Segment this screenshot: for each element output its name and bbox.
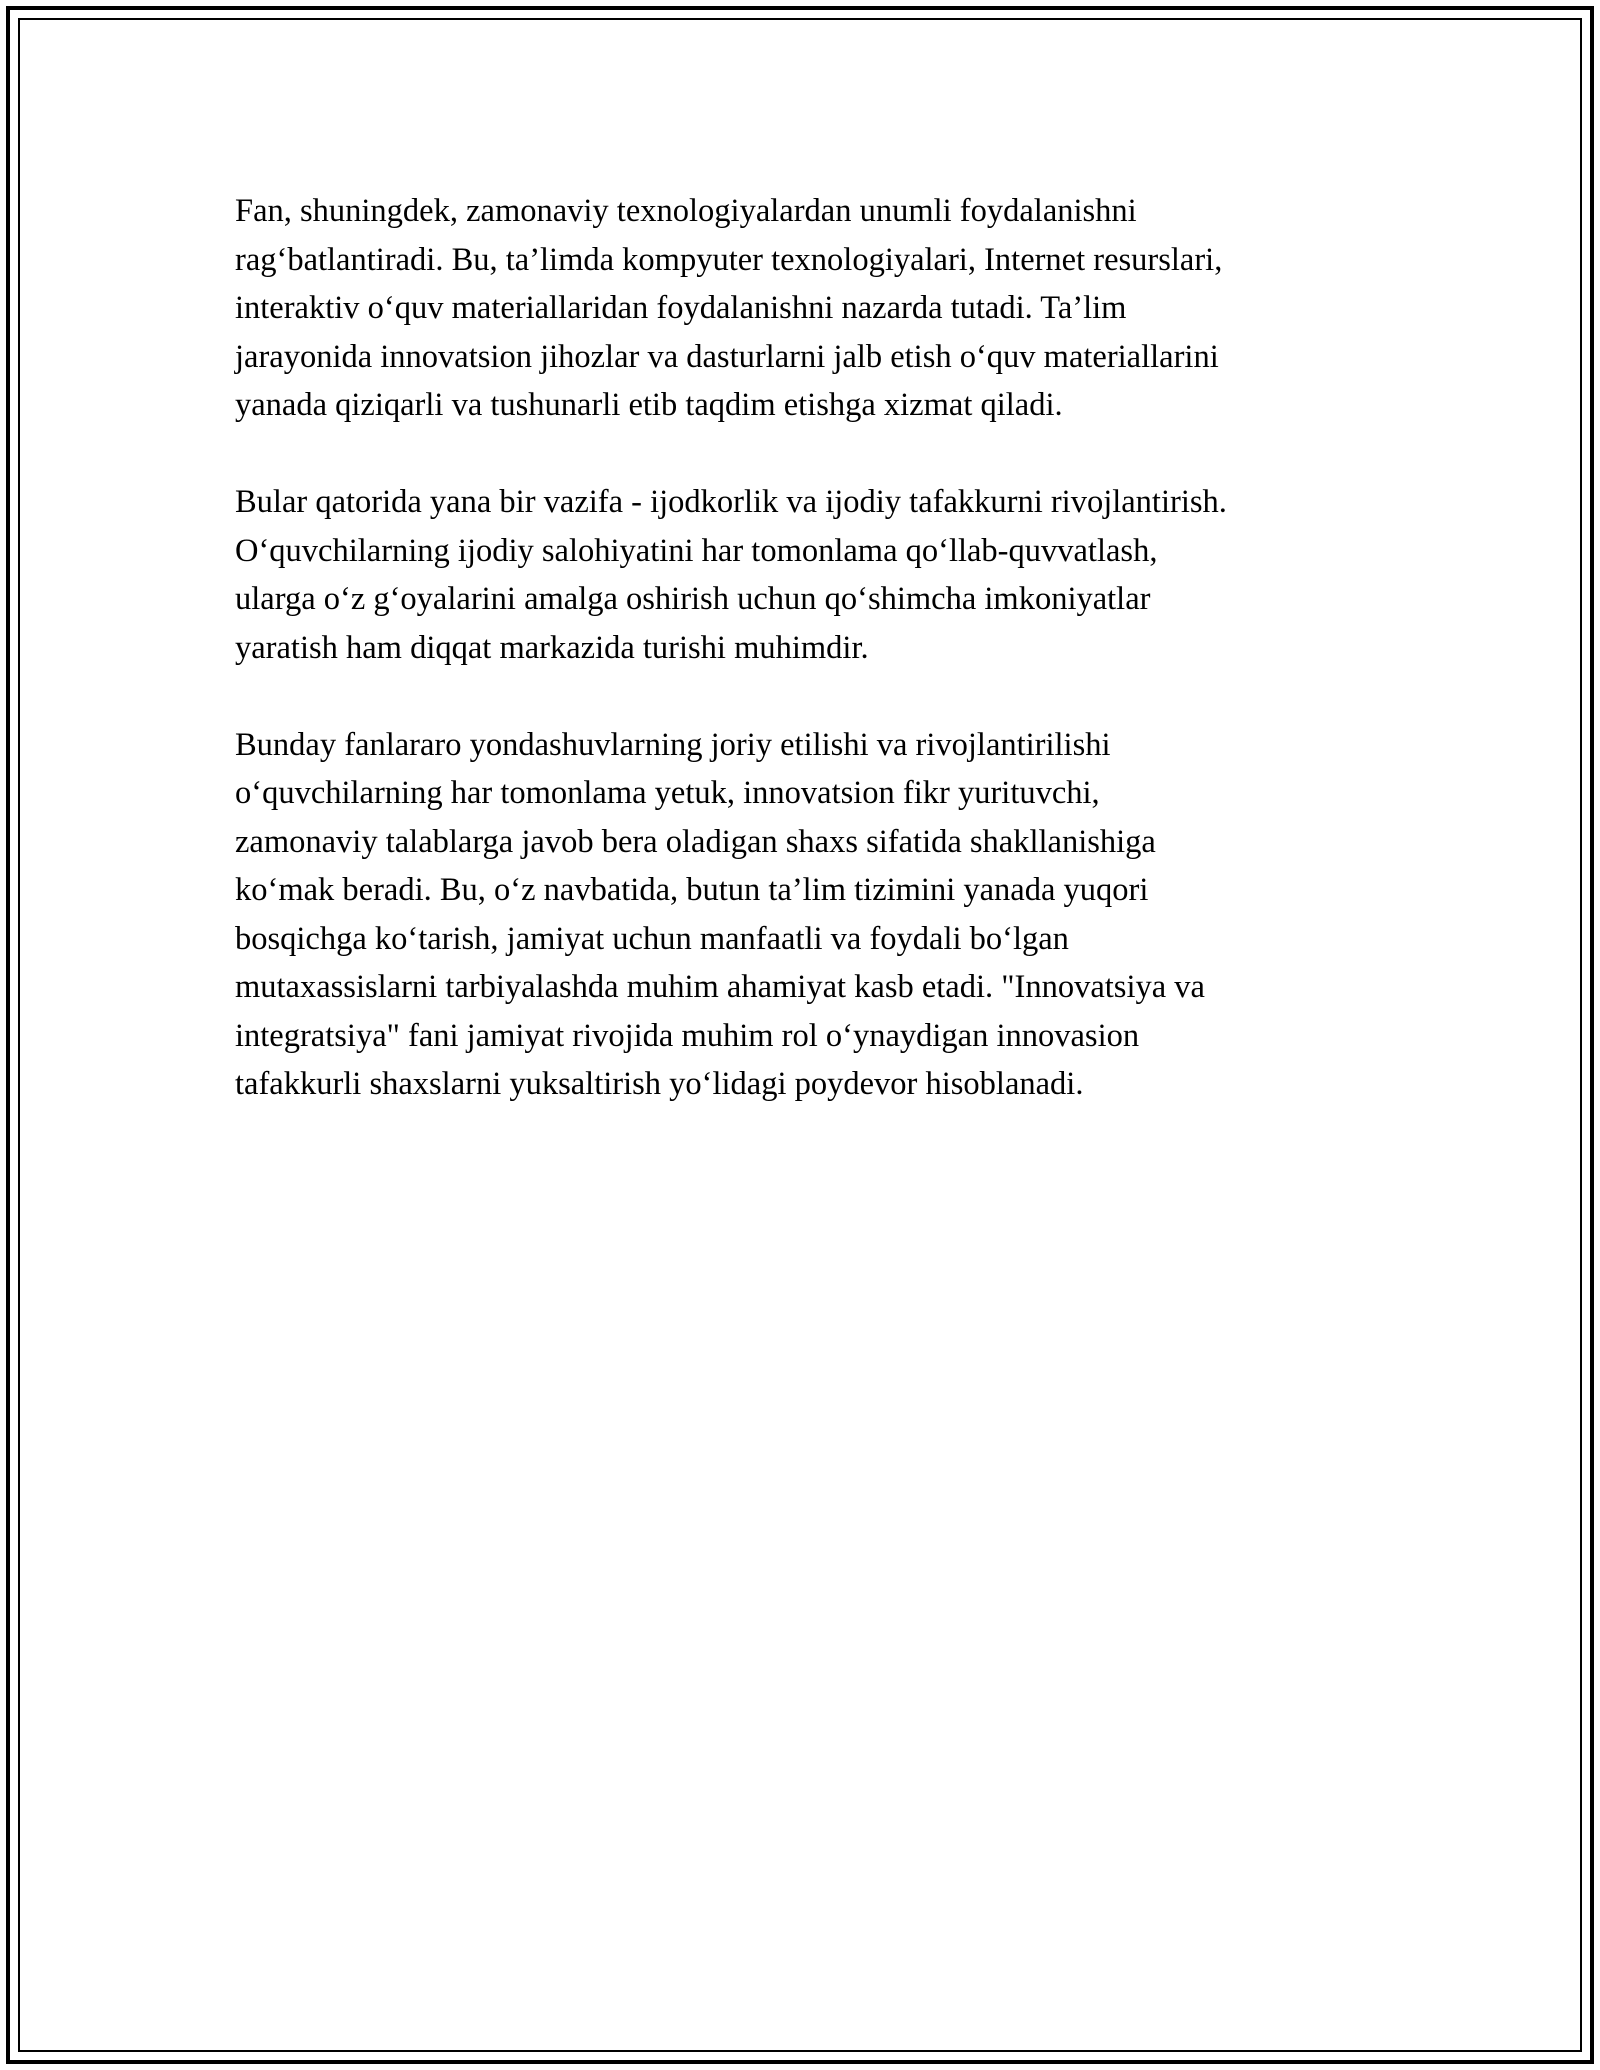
text-line: ularga o‘z g‘oyalarini amalga oshirish uchun qo‘shimcha imkoniyatlar	[235, 581, 1151, 617]
text-line: mutaxassislarni tarbiyalashda muhim ahamiyat kasb etadi. "Innovatsiya va	[235, 969, 1205, 1005]
text-line: rag‘batlantiradi. Bu, ta’limda kompyuter texnologiyalari, Internet resurslari,	[235, 241, 1223, 278]
paragraph-3	[235, 721, 1375, 1109]
text-line: bosqichga ko‘tarish, jamiyat uchun manfaatli va foydali bo‘lgan	[235, 920, 1069, 957]
text-line: ko‘mak beradi. Bu, o‘z navbatida, butun ta’lim tizimini yanada yuqori	[235, 872, 1149, 908]
paragraph-1	[235, 187, 1375, 430]
text-line: integratsiya" fani jamiyat rivojida muhim rol o‘ynaydigan innovasion	[235, 1017, 1140, 1054]
text-line: interaktiv o‘quv materiallaridan foydalanishni nazarda tutadi. Ta’lim	[235, 290, 1127, 326]
text-line: yaratish ham diqqat markazida turishi muhimdir.	[235, 629, 869, 666]
text-line: Fan, shuningdek, zamonaviy texnologiyalardan unumli foydalanishni	[235, 193, 1137, 229]
text-line: Bular qatorida yana bir vazifa - ijodkorlik va ijodiy tafakkurni rivojlantirish.	[235, 484, 1227, 520]
text-line: jarayonida innovatsion jihozlar va dasturlarni jalb etish o‘quv materiallarini	[235, 338, 1219, 375]
text-line: yanada qiziqarli va tushunarli etib taqdim etishga xizmat qiladi.	[235, 387, 1063, 423]
text-line: tafakkurli shaxslarni yuksaltirish yo‘lidagi poydevor hisoblanadi.	[235, 1066, 1084, 1102]
paragraph-2	[235, 478, 1375, 672]
text-line: Bunday fanlararo yondashuvlarning joriy etilishi va rivojlantirilishi	[235, 726, 1111, 763]
text-line: zamonaviy talablarga javob bera oladigan shaxs sifatida shakllanishiga	[235, 823, 1156, 860]
text-line: o‘quvchilarning har tomonlama yetuk, innovatsion fikr yurituvchi,	[235, 775, 1100, 811]
document-body	[235, 187, 1375, 1157]
text-line: O‘quvchilarning ijodiy salohiyatini har tomonlama qo‘llab-quvvatlash,	[235, 532, 1158, 569]
